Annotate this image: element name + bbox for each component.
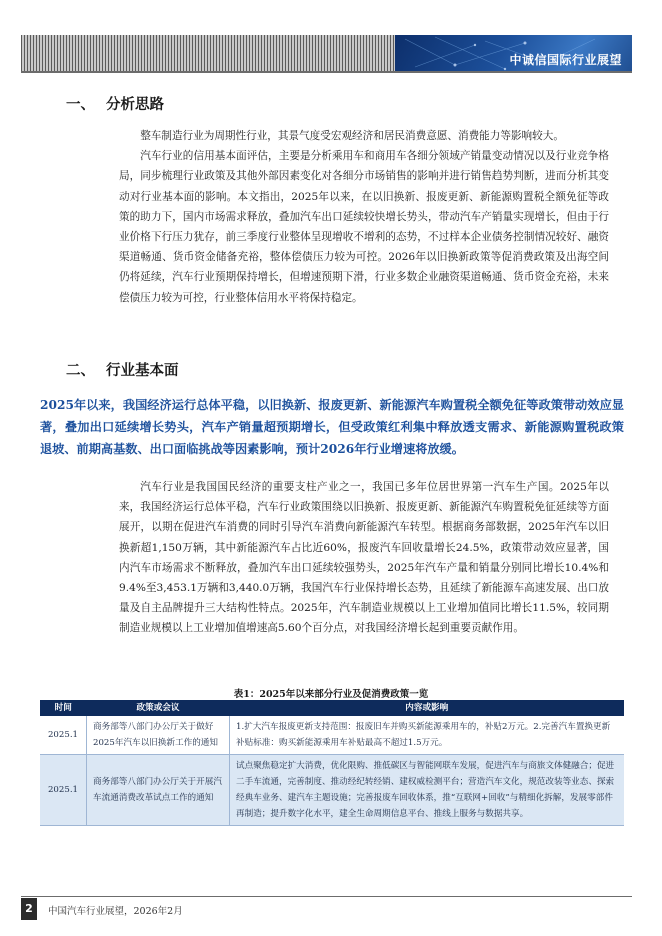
- header-title: 中诚信国际行业展望: [509, 53, 622, 67]
- header-stripe-pattern: [21, 35, 395, 71]
- table-header-cell: 政策或会议: [87, 700, 230, 716]
- section-2-highlight: 2025年以来，我国经济运行总体平稳，以旧换新、报废更新、新能源汽车购置税全额免征等政策带动效应显著，叠加出口延续增长势头，汽车产销量超预期增长，但受政策红利集中释放透支需求、新能源购置税政策退坡、前期高基数、出口面临挑战等因素影响，预计2026年行业增速将放缓。: [40, 398, 624, 456]
- section-1-number: 一、: [66, 97, 95, 113]
- section-2-number: 二、: [66, 363, 95, 379]
- section-2-title: 行业基本面: [106, 363, 179, 379]
- footer-divider: [21, 896, 632, 897]
- section-2-body: [119, 477, 609, 639]
- table-header-cell: 内容或影响: [230, 700, 625, 716]
- header-banner: [395, 35, 632, 71]
- table-cell-content: 1.扩大汽车报废更新支持范围：报废旧车并购买新能源乘用车的，补贴2万元。2.完善汽车置换更新补贴标准：购买新能源乘用车补贴最高不超过1.5万元。: [230, 716, 625, 755]
- table-cell-time: 2025.1: [40, 716, 87, 755]
- table-caption: 表1：2025年以来部分行业及促消费政策一览: [233, 689, 429, 700]
- policy-table: [40, 700, 624, 826]
- table-header-cell: 时间: [40, 700, 87, 716]
- table-cell-meeting: 商务部等八部门办公厅关于开展汽车流通消费改革试点工作的通知: [87, 755, 230, 826]
- table-cell-content: 试点聚焦稳定扩大消费，优化限购、推低碳区与智能网联车发展，促进汽车与商旅文体健融合；促进二手车流通，完善制度、推动经纪转经销、建权威检测平台；营造汽车文化，规范改装等业态、探索经典车业务、建汽车主题设施；完善报废车回收体系，推“互联网+回收”与精细化拆解，发展零部件再制造；提升数字化水平，建全生命周期信息平台、推线上服务与数据共享。: [230, 755, 625, 826]
- paragraph: 汽车行业是我国国民经济的重要支柱产业之一，我国已多年位居世界第一汽车生产国。2025年以来，我国经济运行总体平稳，汽车行业政策围绕以旧换新、报废更新、新能源汽车购置税免征延续等方面展开，以期在促进汽车消费的同时引导汽车消费向新能源汽车转型。根据商务部数据，2025年汽车以旧换新超1,150万辆，其中新能源汽车占比近60%，报废汽车回收量增长24.5%，政策带动效应显著，国内汽车市场需求不断释放，叠加汽车出口延续较强势头，2025年汽车产量和销量分别同比增长10.4%和9.4%至3,453.1万辆和3,440.0万辆，我国汽车行业保持增长态势，且延续了新能源车高速发展、出口放量及自主品牌提升三大结构性特点。2025年，汽车制造业规模以上工业增加值同比增长11.5%，较同期制造业规模以上工业增加值增速高5.60个百分点，对我国经济增长起到重要贡献作用。: [119, 481, 609, 635]
- table-cell-time: 2025.1: [40, 755, 87, 826]
- section-2-heading: [66, 359, 179, 380]
- footer-text: 中国汽车行业展望，2026年2月: [48, 906, 183, 917]
- page-number: 2: [21, 898, 37, 920]
- paragraph: 整车制造行业为周期性行业，其景气度受宏观经济和居民消费意愿、消费能力等影响较大。: [140, 130, 564, 142]
- table-cell-meeting: 商务部等八部门办公厅关于做好2025年汽车以旧换新工作的通知: [87, 716, 230, 755]
- table-row: [40, 755, 624, 826]
- table-header-row: [40, 700, 624, 716]
- section-1-title: 分析思路: [106, 97, 164, 113]
- section-1-heading: [66, 93, 164, 114]
- paragraph: 汽车行业的信用基本面评估，主要是分析乘用车和商用车各细分领域产销量变动情况以及行业竞争格局，同步梳理行业政策及其他外部因素变化对各细分市场销售的影响并进行销售趋势判断，进而分析其变动对行业基本面的影响。本文指出，2025年以来，在以旧换新、报废更新、新能源购置税全额免征等政策的助力下，国内市场需求释放，叠加汽车出口延续较快增长势头，带动汽车产销量实现增长，但由于行业价格下行压力犹存，前三季度行业整体呈现增收不增利的态势，不过样本企业债务控制情况较好、融资渠道畅通、货币资金储备充裕，整体偿债压力较为可控。2026年以旧换新政策等促消费政策及出海空间仍将延续，汽车行业预期保持增长，但增速预期下滑，行业多数企业融资渠道畅通、货币资金充裕，未来偿债压力较为可控，行业整体信用水平将保持稳定。: [119, 150, 609, 304]
- table-row: [40, 716, 624, 755]
- header-divider: [21, 71, 632, 73]
- section-1-body: [119, 126, 609, 308]
